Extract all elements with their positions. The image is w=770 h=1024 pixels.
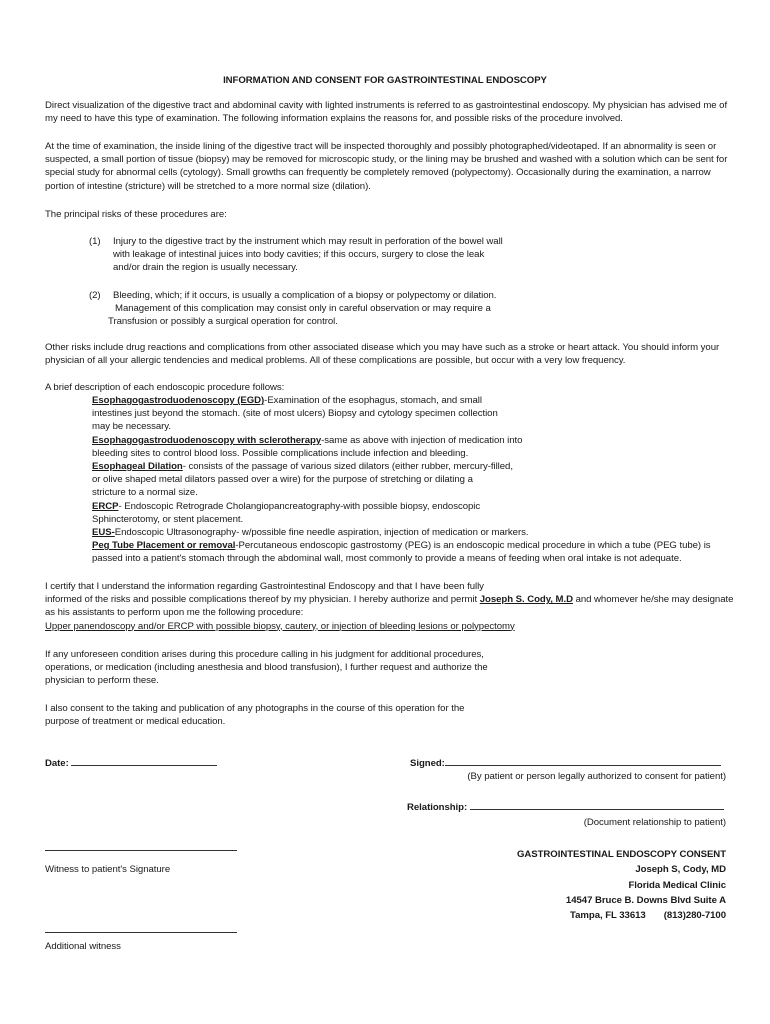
procedure-ercp bbox=[92, 500, 722, 526]
clinic-phone: (813)280-7100 bbox=[663, 910, 726, 922]
procedure-dilation bbox=[92, 460, 722, 500]
exam-line: portion of intestine (stricture) will be stretched to a more normal size (dilation). bbox=[45, 180, 371, 192]
procedure-eus bbox=[92, 526, 722, 539]
certify-line: informed of the risks and possible complications thereof by my physician. I hereby authorize and permit bbox=[45, 594, 480, 606]
relationship-note: (Document relationship to patient) bbox=[583, 817, 726, 828]
doctor-name: Joseph S, Cody, MD bbox=[635, 864, 726, 876]
other-risks-line: Other risks include drug reactions and complications from other associated disease which you may have such as a stroke or heart attack. You should inform your bbox=[45, 342, 720, 353]
certify-paragraph bbox=[45, 580, 745, 633]
procedure-line: or olive shaped metal dilators passed over a wire) for the purpose of stretching or dilating a bbox=[92, 474, 473, 486]
procedure-desc: - Endoscopic Retrograde Cholangiopancreatography-with possible biopsy, endoscopic bbox=[118, 500, 481, 512]
procedure-line: passed into a patient's stomach through the abdominal wall, most commonly to provide a means of feeding when oral intake is not adequate. bbox=[92, 553, 682, 565]
other-risks-paragraph bbox=[45, 341, 735, 367]
photos-line: purpose of treatment or medical education. bbox=[45, 716, 226, 728]
signed-label: Signed: bbox=[410, 758, 445, 769]
clinic-city-phone bbox=[306, 908, 726, 923]
intro-paragraph bbox=[45, 99, 735, 125]
certify-line: I certify that I understand the information regarding Gastrointestinal Endoscopy and that I have been fully bbox=[45, 581, 484, 592]
relationship-field[interactable] bbox=[407, 800, 724, 814]
intro-line: my need to have this type of examination. The following information explains the reasons for, and possible risks of the procedure involved. bbox=[45, 113, 623, 125]
exam-paragraph bbox=[45, 140, 735, 193]
additional-witness-line[interactable] bbox=[45, 932, 237, 933]
exam-line: At the time of examination, the inside lining of the digestive tract will be inspected thoroughly and possibly photographed/videotaped. If an abnormality is seen or bbox=[45, 141, 717, 152]
risk-item-2 bbox=[89, 289, 509, 329]
risk-item-1 bbox=[89, 235, 509, 275]
relationship-label: Relationship: bbox=[407, 802, 468, 813]
other-risks-line: physician of all your allergic tendencies and medical problems. All of these complications are possible, but occur with a very low frequency. bbox=[45, 355, 626, 367]
signature-line[interactable] bbox=[445, 756, 721, 766]
procedure-line: may be necessary. bbox=[92, 421, 171, 433]
relationship-line[interactable] bbox=[470, 800, 724, 810]
form-title: INFORMATION AND CONSENT FOR GASTROINTESTINAL ENDOSCOPY bbox=[223, 75, 547, 86]
risk-line: with leakage of intestinal juices into body cavities; if this occurs, surgery to close the leak bbox=[113, 249, 485, 261]
exam-line: suspected, a small portion of tissue (biopsy) may be removed for microscopic study, or the lining may be brushed and washed with a solution which can be sent for bbox=[45, 154, 728, 166]
clinic-address: 14547 Bruce B. Downs Blvd Suite A bbox=[565, 894, 726, 906]
procedure-desc: - consists of the passage of various sized dilators (either rubber, mercury-filled, bbox=[182, 461, 513, 473]
intro-line: Direct visualization of the digestive tract and abdominal cavity with lighted instruments is referred to as gastrointestinal endoscopy. My physician has advised me of bbox=[45, 100, 728, 111]
procedure-name: Peg Tube Placement or removal bbox=[92, 540, 236, 552]
procedure-desc: -same as above with injection of medication into bbox=[321, 434, 523, 446]
risk-line: Management of this complication may consist only in careful observation or may require a bbox=[115, 303, 491, 315]
procedure-name: EUS- bbox=[92, 527, 115, 539]
procedure-name: ERCP bbox=[92, 500, 119, 512]
date-line[interactable] bbox=[71, 756, 217, 766]
additional-witness-label: Additional witness bbox=[45, 941, 121, 952]
unforeseen-line: operations, or medication (including anesthesia and blood transfusion), I further request and authorize the bbox=[45, 662, 488, 674]
procedure-peg bbox=[92, 539, 722, 565]
exam-line: special study for abnormal cells (cytology). Small growths can frequently be completely removed (polypectomy). Occasionally during the examination, a narrow bbox=[45, 167, 711, 179]
procedures-list bbox=[92, 394, 722, 566]
physician-name: Joseph S. Cody, M.D bbox=[479, 594, 573, 606]
procedures-heading: A brief description of each endoscopic procedure follows: bbox=[45, 382, 285, 393]
clinic-name: Florida Medical Clinic bbox=[628, 879, 726, 891]
procedure-desc: -Examination of the esophagus, stomach, and small bbox=[264, 395, 482, 406]
authorized-procedure: Upper panendoscopy and/or ERCP with possible biopsy, cautery, or injection of bleeding lesions or polypectomy bbox=[45, 620, 515, 632]
risk-number: (2) bbox=[89, 290, 101, 301]
procedure-desc: -Percutaneous endoscopic gastrostomy (PEG) is an endoscopic medical procedure in which a tube (PEG tube) is bbox=[235, 540, 711, 552]
unforeseen-line: physician to perform these. bbox=[45, 675, 159, 687]
clinic-info bbox=[306, 847, 726, 923]
certify-line: as his assistants to perform upon me the following procedure: bbox=[45, 607, 304, 619]
witness-signature-line[interactable] bbox=[45, 850, 237, 851]
risk-line: Transfusion or possibly a surgical operation for control. bbox=[108, 316, 338, 328]
certify-line: and whomever he/she may designate bbox=[572, 594, 734, 606]
photos-paragraph bbox=[45, 702, 735, 728]
risks-heading: The principal risks of these procedures are: bbox=[45, 209, 227, 220]
procedure-line: stricture to a normal size. bbox=[92, 487, 198, 499]
unforeseen-line: If any unforeseen condition arises during this procedure calling in his judgment for additional procedures, bbox=[45, 649, 484, 660]
procedure-line: intestines just beyond the stomach. (site of most ulcers) Biopsy and cytology specimen collection bbox=[92, 408, 498, 420]
witness-label: Witness to patient's Signature bbox=[45, 864, 171, 875]
date-label: Date: bbox=[45, 758, 69, 769]
procedure-name: Esophageal Dilation bbox=[92, 461, 183, 473]
procedure-desc: Endoscopic Ultrasonography- w/possible fine needle aspiration, injection of medication or markers. bbox=[114, 527, 529, 539]
risk-line: Bleeding, which; if it occurs, is usually a complication of a biopsy or polypectomy or dilation. bbox=[113, 290, 497, 301]
clinic-city: Tampa, FL 33613 bbox=[570, 910, 646, 922]
unforeseen-paragraph bbox=[45, 648, 735, 688]
procedure-name: Esophagogastroduodenoscopy (EGD) bbox=[92, 395, 265, 406]
date-field[interactable] bbox=[45, 756, 217, 770]
risk-line: and/or drain the region is usually necessary. bbox=[113, 262, 298, 274]
photos-line: I also consent to the taking and publication of any photographs in the course of this operation for the bbox=[45, 703, 465, 714]
form-name: GASTROINTESTINAL ENDOSCOPY CONSENT bbox=[516, 849, 726, 860]
procedure-egd bbox=[92, 394, 722, 434]
procedure-line: bleeding sites to control blood loss. Possible complications include infection and bleeding. bbox=[92, 447, 469, 459]
signed-field[interactable] bbox=[410, 756, 721, 770]
procedure-name: Esophagogastroduodenoscopy with sclerotherapy bbox=[92, 434, 322, 446]
risk-line: Injury to the digestive tract by the instrument which may result in perforation of the bowel wall bbox=[113, 236, 503, 247]
risk-number: (1) bbox=[89, 236, 101, 247]
procedure-sclerotherapy bbox=[92, 434, 722, 460]
procedure-line: Sphincterotomy, or stent placement. bbox=[92, 513, 244, 525]
signed-note: (By patient or person legally authorized to consent for patient) bbox=[467, 771, 726, 782]
